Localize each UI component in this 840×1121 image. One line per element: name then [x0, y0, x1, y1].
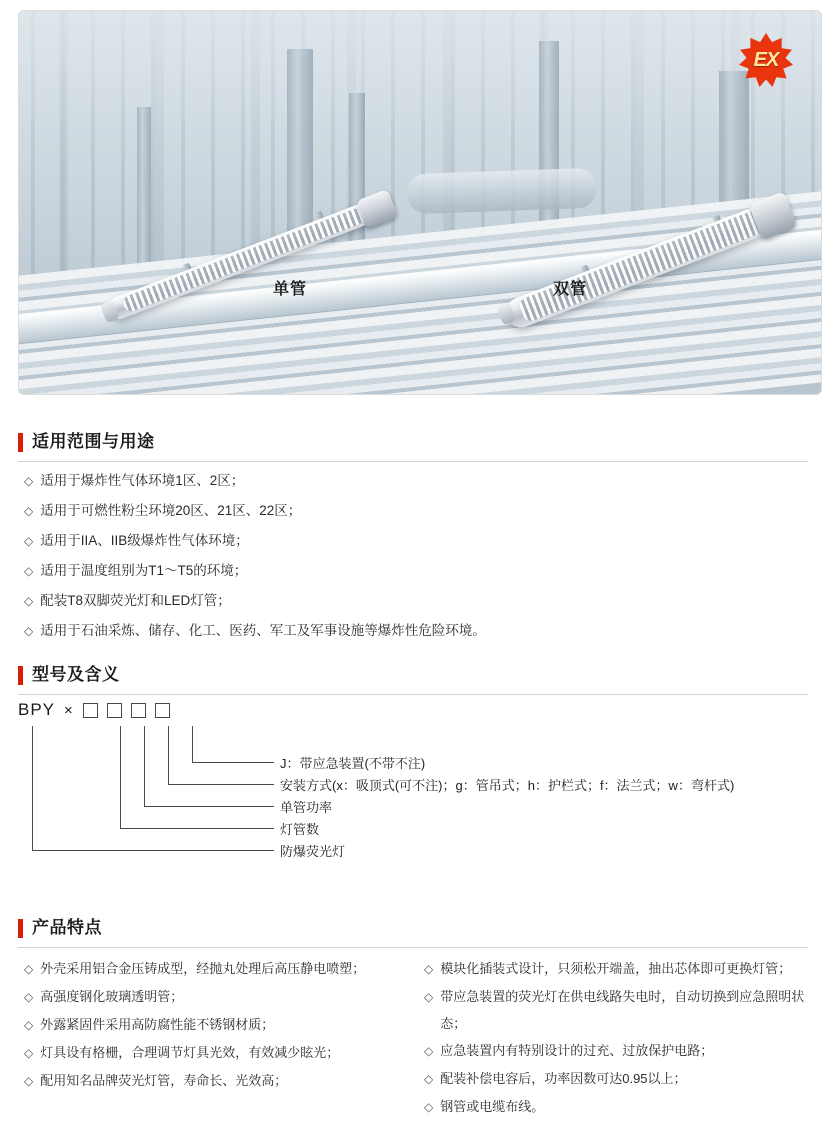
- ex-badge-label: EX: [753, 48, 779, 71]
- leader-line: [168, 726, 169, 784]
- list-item-text: 钢管或电缆布线。: [440, 1099, 545, 1114]
- section-title-scope: 适用范围与用途: [32, 432, 155, 451]
- list-item: [24, 1011, 424, 1039]
- list-item-text: 适用于石油采炼、储存、化工、医药、军工及军事设施等爆炸性危险环境。: [40, 623, 486, 638]
- leader-line: [192, 762, 274, 763]
- plant-vessel: [406, 168, 597, 215]
- hero-background-photo: [19, 11, 821, 394]
- diamond-bullet-icon: ◇: [24, 534, 34, 548]
- list-item: [24, 526, 804, 556]
- accent-bar: [18, 666, 23, 685]
- model-placeholder-box: [131, 703, 146, 718]
- section-title-model: 型号及含义: [32, 665, 120, 684]
- diamond-bullet-icon: ◇: [424, 1072, 434, 1086]
- list-item: [424, 955, 824, 983]
- diamond-bullet-icon: ◇: [24, 990, 34, 1004]
- list-item: [24, 496, 804, 526]
- leader-line: [32, 850, 274, 851]
- list-item: [24, 1067, 424, 1095]
- model-multiply-symbol: ×: [64, 701, 74, 719]
- accent-bar: [18, 919, 23, 938]
- leader-line: [120, 726, 121, 828]
- list-item-text: 配用知名品牌荧光灯管，寿命长、光效高；: [40, 1073, 288, 1088]
- diamond-bullet-icon: ◇: [24, 1018, 34, 1032]
- product-hero-image: [18, 10, 822, 395]
- list-item-text: 配装补偿电容后，功率因数可达0.95以上；: [440, 1071, 687, 1086]
- list-item-text: 外壳采用铝合金压铸成型，经抛丸处理后高压静电喷塑；: [40, 961, 366, 976]
- leader-line: [192, 726, 193, 762]
- diamond-bullet-icon: ◇: [24, 624, 34, 638]
- list-item: [24, 1039, 424, 1067]
- list-item-text: 外露紧固件采用高防腐性能不锈钢材质；: [40, 1017, 275, 1032]
- leader-line: [168, 784, 274, 785]
- model-code-diagram: [18, 700, 808, 875]
- diamond-bullet-icon: ◇: [24, 1074, 34, 1088]
- list-item-text: 适用于温度组别为T1～T5的环境；: [40, 563, 248, 578]
- diamond-bullet-icon: ◇: [24, 594, 34, 608]
- diamond-bullet-icon: ◇: [424, 962, 434, 976]
- diamond-bullet-icon: ◇: [24, 1046, 34, 1060]
- list-item-text: 带应急装置的荧光灯在供电线路失电时，自动切换到应急照明状态；: [440, 989, 805, 1031]
- diamond-bullet-icon: ◇: [424, 990, 434, 1004]
- list-item: [24, 616, 804, 646]
- list-item: [424, 1065, 824, 1093]
- diamond-bullet-icon: ◇: [24, 504, 34, 518]
- model-legend-label-1: J：带应急装置(不带不注): [280, 756, 426, 771]
- list-item-text: 适用于爆炸性气体环境1区、2区；: [40, 473, 245, 488]
- section-header-scope: [18, 432, 808, 462]
- list-item: [424, 983, 824, 1037]
- model-legend-label-5: 防爆荧光灯: [280, 844, 346, 859]
- accent-bar: [18, 433, 23, 452]
- list-item-text: 适用于IIA、IIB级爆炸性气体环境；: [40, 533, 249, 548]
- list-item: [424, 1093, 824, 1121]
- list-item-text: 模块化插装式设计，只须松开端盖，抽出芯体即可更换灯管；: [440, 961, 792, 976]
- list-item: [24, 983, 424, 1011]
- model-code-row: [18, 700, 170, 720]
- list-item: [24, 466, 804, 496]
- section-header-features: [18, 918, 808, 948]
- scope-list: [24, 466, 804, 646]
- list-item-text: 配装T8双脚荧光灯和LED灯管；: [40, 593, 231, 608]
- list-item: [24, 955, 424, 983]
- caption-double-tube: 双管: [553, 281, 588, 298]
- caption-single-tube: 单管: [273, 281, 308, 298]
- list-item: [24, 586, 804, 616]
- leader-line: [32, 726, 33, 850]
- model-legend-label-3: 单管功率: [280, 800, 333, 815]
- ex-certification-badge: [739, 33, 793, 87]
- model-placeholder-box: [155, 703, 170, 718]
- model-legend-label-4: 灯管数: [280, 822, 320, 837]
- list-item-text: 适用于可燃性粉尘环境20区、21区、22区；: [40, 503, 302, 518]
- diamond-bullet-icon: ◇: [424, 1044, 434, 1058]
- list-item: [24, 556, 804, 586]
- list-item: [424, 1037, 824, 1065]
- leader-line: [144, 726, 145, 806]
- features-left-column: [24, 955, 424, 1121]
- leader-line: [120, 828, 274, 829]
- features-right-column: [424, 955, 824, 1121]
- leader-line: [144, 806, 274, 807]
- model-placeholder-box: [83, 703, 98, 718]
- model-legend-label-2: 安装方式(x：吸顶式(可不注)；g：管吊式；h：护栏式；f：法兰式；w：弯杆式): [280, 778, 735, 793]
- diamond-bullet-icon: ◇: [24, 962, 34, 976]
- model-prefix: BPY: [18, 700, 56, 719]
- diamond-bullet-icon: ◇: [24, 474, 34, 488]
- section-title-features: 产品特点: [32, 918, 102, 937]
- list-item-text: 灯具设有格栅，合理调节灯具光效，有效减少眩光；: [40, 1045, 340, 1060]
- model-placeholder-box: [107, 703, 122, 718]
- diamond-bullet-icon: ◇: [24, 564, 34, 578]
- features-columns: [24, 955, 824, 1121]
- list-item-text: 应急装置内有特别设计的过充、过放保护电路；: [440, 1043, 714, 1058]
- list-item-text: 高强度钢化玻璃透明管；: [40, 989, 184, 1004]
- diamond-bullet-icon: ◇: [424, 1100, 434, 1114]
- section-header-model: [18, 665, 808, 695]
